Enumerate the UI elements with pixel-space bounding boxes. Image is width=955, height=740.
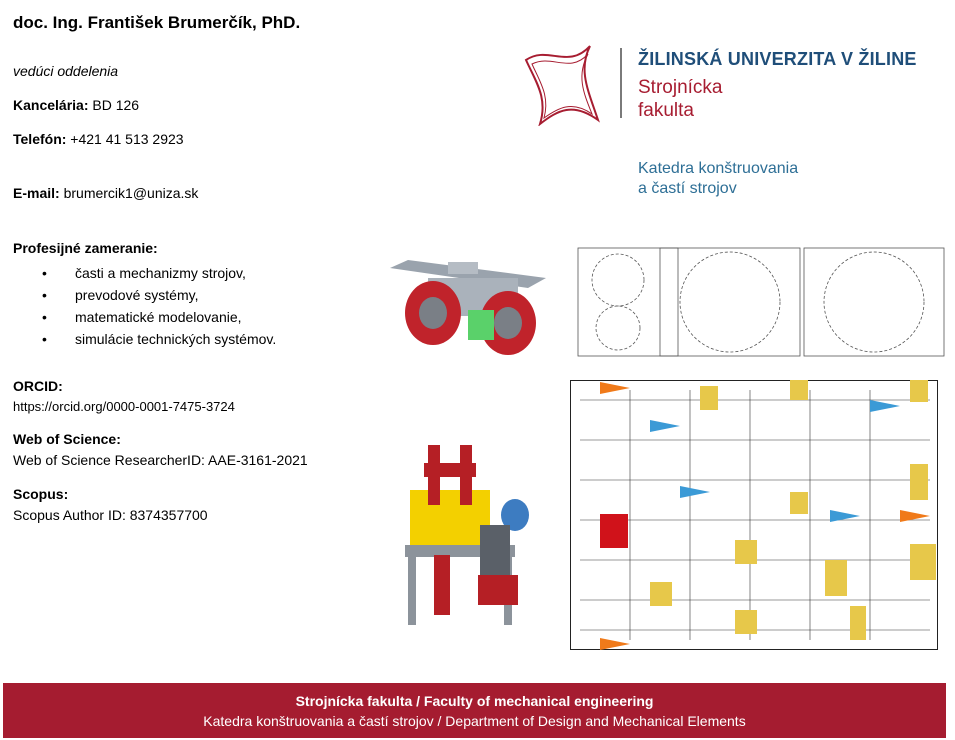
simulink-diagram-image: [570, 380, 938, 650]
email-label: E-mail:: [13, 185, 60, 201]
footer-line2: Katedra konštruovania a častí strojov / Department of Design and Mechanical Elements: [203, 713, 746, 729]
focus-item: • prevodové systémy,: [42, 284, 276, 306]
focus-title: Profesijné zameranie:: [13, 240, 158, 256]
mechanism-render-image: [388, 258, 548, 358]
orcid-value[interactable]: https://orcid.org/0000-0001-7475-3724: [13, 399, 235, 414]
department-name: [638, 159, 858, 199]
dept-line2: a častí strojov: [638, 180, 737, 197]
email-row: [13, 185, 198, 201]
test-rig-render-image: [400, 435, 530, 635]
logo-divider: [620, 48, 622, 118]
focus-item: • časti a mechanizmy strojov,: [42, 262, 276, 284]
phone-row: [13, 131, 184, 147]
focus-item: • matematické modelovanie,: [42, 306, 276, 328]
dept-line1: Katedra konštruovania: [638, 160, 799, 177]
university-name: ŽILINSKÁ UNIVERZITA V ŽILINE: [638, 49, 917, 69]
university-logo-icon: [518, 40, 604, 126]
office-label: Kancelária:: [13, 97, 89, 113]
wos-title: Web of Science:: [13, 431, 121, 447]
faculty-line2: fakulta: [638, 100, 694, 121]
phone-label: Telefón:: [13, 131, 67, 147]
focus-item: • simulácie technických systémov.: [42, 328, 276, 350]
footer-banner: [3, 683, 946, 738]
person-name: doc. Ing. František Brumerčík, PhD.: [13, 13, 301, 32]
scopus-title: Scopus:: [13, 486, 69, 502]
office-row: [13, 97, 139, 113]
orcid-title: ORCID:: [13, 378, 63, 394]
wos-value: Web of Science ResearcherID: AAE-3161-2021: [13, 452, 308, 468]
scopus-value: Scopus Author ID: 8374357700: [13, 507, 208, 523]
faculty-name: [638, 76, 838, 122]
faculty-line1: Strojnícka: [638, 77, 723, 98]
person-role: vedúci oddelenia: [13, 63, 119, 79]
focus-list: [42, 262, 276, 350]
footer-line1: Strojnícka fakulta / Faculty of mechanical engineering: [295, 693, 654, 709]
office-value: BD 126: [92, 97, 140, 113]
gear-plots-image: [568, 240, 948, 370]
phone-value: +421 41 513 2923: [70, 131, 184, 147]
email-value[interactable]: brumercik1@uniza.sk: [63, 185, 199, 201]
